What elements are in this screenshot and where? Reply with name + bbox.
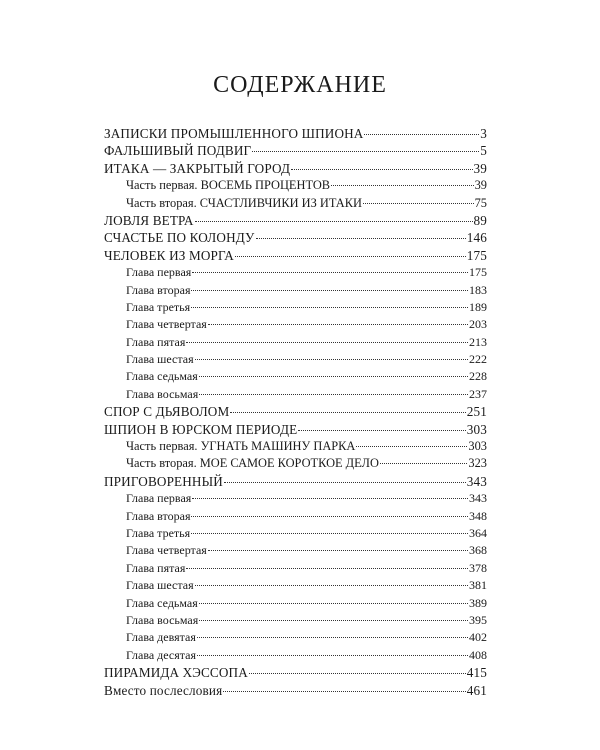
- toc-entry-title: ПРИГОВОРЕННЫЙ: [104, 473, 223, 489]
- toc-entry: [104, 351, 487, 368]
- toc-entry: [104, 629, 487, 646]
- toc-entry: [104, 490, 487, 507]
- toc-entry-page-number: 323: [468, 456, 487, 471]
- toc-entry-title: ИТАКА — ЗАКРЫТЫЙ ГОРОД: [104, 160, 291, 176]
- toc-entry-page-number: 343: [469, 491, 487, 506]
- dot-leader: [199, 376, 468, 377]
- dot-leader: [235, 256, 466, 257]
- toc-entry-page-number: 189: [469, 299, 487, 314]
- toc-entry-title: Часть первая. ВОСЕМЬ ПРОЦЕНТОВ: [126, 178, 331, 193]
- dot-leader: [191, 533, 468, 534]
- toc-entry-title: Глава шестая: [126, 578, 194, 593]
- page-title: СОДЕРЖАНИЕ: [213, 72, 387, 98]
- toc-entry: [104, 334, 487, 351]
- toc-entry: [104, 177, 487, 194]
- dot-leader: [197, 655, 468, 656]
- toc-entry: [104, 403, 487, 420]
- toc-entry-title: Вместо послесловия: [104, 682, 223, 698]
- toc-entry-title: Глава первая: [126, 265, 192, 280]
- toc-entry-page-number: 381: [469, 578, 487, 593]
- toc-entry-title: Часть первая. УГНАТЬ МАШИНУ ПАРКА: [126, 439, 356, 454]
- dot-leader: [208, 324, 468, 325]
- toc-entry: [104, 647, 487, 664]
- toc-entry-page-number: 222: [469, 352, 487, 367]
- toc-entry: [104, 316, 487, 333]
- toc-entry-title: СПОР С ДЬЯВОЛОМ: [104, 404, 230, 420]
- toc-entry-page-number: 389: [469, 595, 487, 610]
- toc-entry: [104, 542, 487, 559]
- toc-entry: [104, 612, 487, 629]
- toc-entry: [104, 195, 487, 212]
- toc-entry-title: Глава первая: [126, 491, 192, 506]
- toc-entry-title: Глава вторая: [126, 508, 191, 523]
- toc-entry-page-number: 343: [466, 473, 487, 489]
- toc-entry-page-number: 175: [469, 265, 487, 280]
- toc-entry-title: Глава четвертая: [126, 317, 207, 332]
- toc-entry-title: Часть вторая. СЧАСТЛИВЧИКИ ИЗ ИТАКИ: [126, 195, 362, 210]
- dot-leader: [199, 620, 468, 621]
- toc-entry: [104, 125, 487, 142]
- toc-entry-title: ЗАПИСКИ ПРОМЫШЛЕННОГО ШПИОНА: [104, 126, 364, 141]
- dot-leader: [199, 394, 468, 395]
- toc-entry-page-number: 183: [469, 282, 487, 297]
- toc-entry: [104, 421, 487, 438]
- toc-entry: [104, 455, 487, 472]
- toc-entry-page-number: 251: [466, 404, 487, 420]
- toc-entry: [104, 682, 487, 699]
- toc-entry: [104, 299, 487, 316]
- toc-entry: [104, 142, 487, 159]
- toc-entry: [104, 229, 487, 246]
- dot-leader: [195, 359, 468, 360]
- toc-entry-title: СЧАСТЬЕ ПО КОЛОНДУ: [104, 230, 255, 246]
- toc-entry-title: Часть вторая. МОЕ САМОЕ КОРОТКОЕ ДЕЛО: [126, 456, 379, 471]
- toc-entry-page-number: 146: [466, 230, 487, 246]
- toc-entry: [104, 247, 487, 264]
- toc-entry-page-number: 39: [474, 178, 487, 193]
- dot-leader: [192, 498, 468, 499]
- dot-leader: [224, 482, 466, 483]
- toc-entry: [104, 438, 487, 455]
- dot-leader: [197, 637, 468, 638]
- toc-entry-title: ЛОВЛЯ ВЕТРА: [104, 212, 194, 228]
- toc-entry-title: Глава седьмая: [126, 595, 198, 610]
- toc-entry-title: Глава восьмая: [126, 386, 199, 401]
- dot-leader: [191, 516, 468, 517]
- toc-entry-page-number: 395: [469, 612, 487, 627]
- toc-entry: [104, 264, 487, 281]
- toc-entry-page-number: 402: [469, 630, 487, 645]
- dot-leader: [364, 134, 479, 135]
- toc-entry-title: Глава восьмая: [126, 612, 199, 627]
- toc-entry-page-number: 5: [480, 143, 487, 159]
- toc-entry-page-number: 461: [466, 682, 487, 698]
- toc-entry-title: Глава третья: [126, 299, 191, 314]
- toc-entry-title: ПИРАМИДА ХЭССОПА: [104, 665, 248, 681]
- dot-leader: [186, 568, 468, 569]
- dot-leader: [252, 151, 479, 152]
- dot-leader: [195, 221, 473, 222]
- toc-entry-page-number: 175: [466, 247, 487, 263]
- toc-entry-title: ФАЛЬШИВЫЙ ПОДВИГ: [104, 143, 252, 159]
- dot-leader: [191, 290, 468, 291]
- dot-leader: [291, 169, 472, 170]
- toc-entry-page-number: 75: [474, 195, 487, 210]
- toc-entry-title: ЧЕЛОВЕК ИЗ МОРГА: [104, 247, 234, 263]
- toc-entry-page-number: 213: [469, 334, 487, 349]
- toc-entry: [104, 664, 487, 681]
- toc-entry-page-number: 3: [480, 126, 487, 141]
- toc-entry-page-number: 378: [469, 560, 487, 575]
- dot-leader: [195, 585, 468, 586]
- dot-leader: [199, 603, 468, 604]
- toc-entry: [104, 560, 487, 577]
- toc-entry-page-number: 203: [469, 317, 487, 332]
- toc-entry-title: Глава девятая: [126, 630, 196, 645]
- toc-entry-title: Глава пятая: [126, 560, 186, 575]
- toc-entry-title: Глава пятая: [126, 334, 186, 349]
- dot-leader: [380, 463, 468, 464]
- toc-entry: [104, 282, 487, 299]
- toc-entry-page-number: 303: [468, 439, 487, 454]
- toc-entry: [104, 368, 487, 385]
- dot-leader: [331, 185, 474, 186]
- toc-entry-title: Глава седьмая: [126, 369, 198, 384]
- toc-entry-page-number: 415: [466, 665, 487, 681]
- toc-entry-page-number: 237: [469, 386, 487, 401]
- toc-entry-page-number: 39: [473, 160, 487, 176]
- toc-entry: [104, 386, 487, 403]
- toc-entry-page-number: 408: [469, 647, 487, 662]
- toc-entry-page-number: 303: [466, 421, 487, 437]
- dot-leader: [363, 203, 474, 204]
- toc-entry: [104, 525, 487, 542]
- toc-entry-title: Глава десятая: [126, 647, 196, 662]
- dot-leader: [249, 673, 466, 674]
- dot-leader: [230, 412, 465, 413]
- dot-leader: [256, 238, 466, 239]
- toc-entry: [104, 508, 487, 525]
- dot-leader: [298, 430, 465, 431]
- toc-entry-page-number: 348: [469, 508, 487, 523]
- toc-entry-title: Глава четвертая: [126, 543, 207, 558]
- toc-entry-title: Глава третья: [126, 525, 191, 540]
- dot-leader: [186, 342, 468, 343]
- table-of-contents: [104, 125, 487, 699]
- dot-leader: [191, 307, 468, 308]
- toc-entry-title: ШПИОН В ЮРСКОМ ПЕРИОДЕ: [104, 421, 298, 437]
- toc-entry: [104, 473, 487, 490]
- dot-leader: [356, 446, 467, 447]
- toc-entry-page-number: 228: [469, 369, 487, 384]
- dot-leader: [208, 550, 468, 551]
- toc-entry-page-number: 364: [469, 525, 487, 540]
- toc-entry: [104, 160, 487, 177]
- toc-entry-title: Глава вторая: [126, 282, 191, 297]
- toc-entry-page-number: 89: [473, 212, 487, 228]
- toc-entry-page-number: 368: [469, 543, 487, 558]
- toc-entry-title: Глава шестая: [126, 352, 194, 367]
- toc-entry: [104, 212, 487, 229]
- dot-leader: [192, 272, 468, 273]
- toc-entry: [104, 595, 487, 612]
- toc-entry: [104, 577, 487, 594]
- dot-leader: [223, 691, 465, 692]
